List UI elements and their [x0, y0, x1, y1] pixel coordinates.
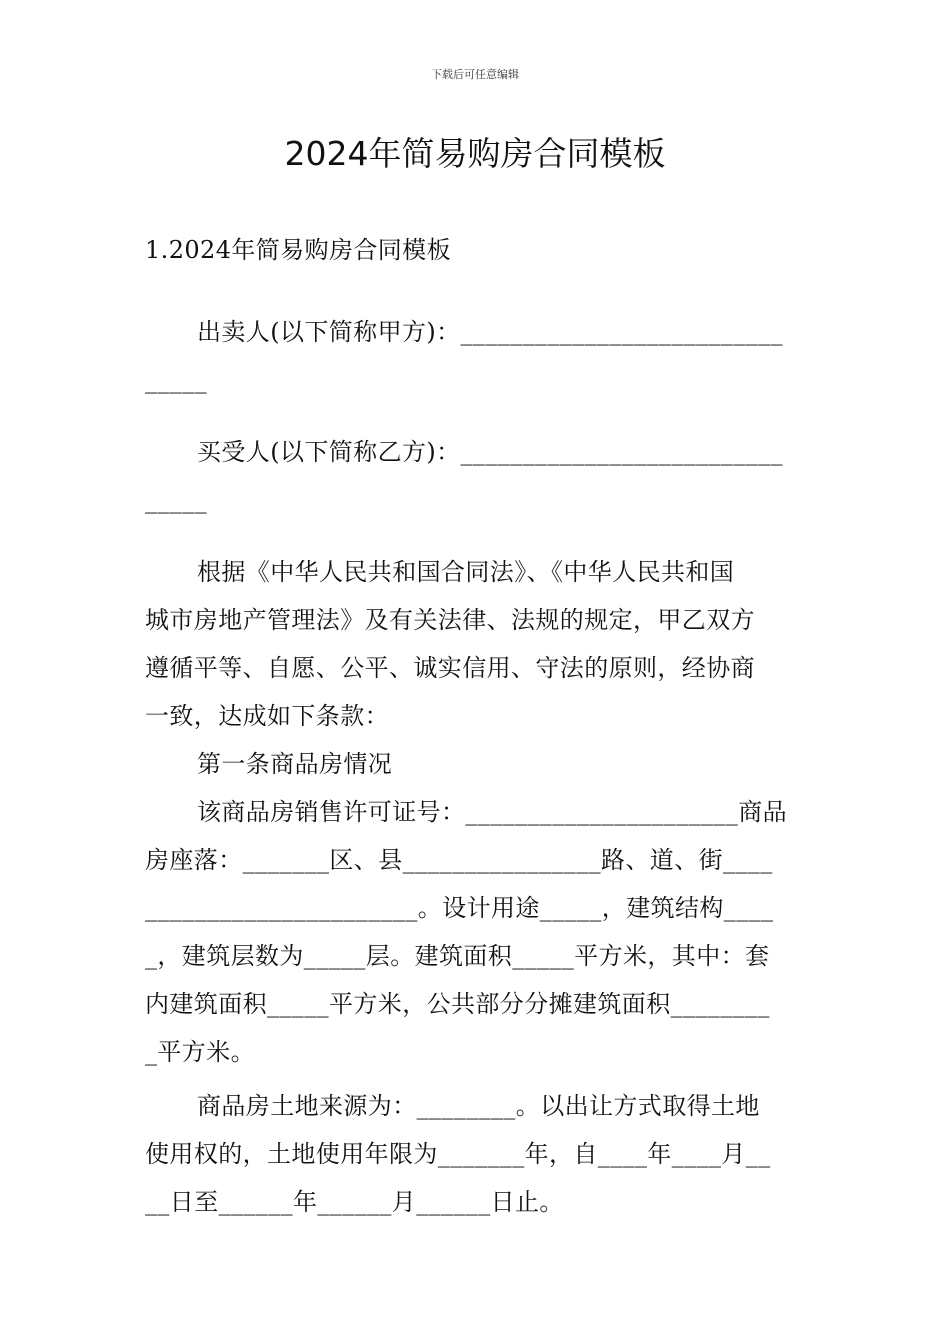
- property-line-2: 房座落：_______区、县________________路、道、街____: [145, 846, 773, 874]
- buyer-field: [145, 428, 807, 524]
- article-1-title: 第一条商品房情况: [197, 750, 393, 778]
- intro-line-1: 根据《中华人民共和国合同法》、《中华人民共和国: [197, 558, 735, 586]
- property-line-4: _，建筑层数为_____层。建筑面积_____平方米，其中：套: [145, 942, 770, 970]
- land-paragraph: [145, 1082, 807, 1226]
- intro-paragraph: [145, 548, 807, 740]
- intro-line-4: 一致，达成如下条款：: [145, 702, 389, 730]
- land-line-2: 使用权的，土地使用年限为_______年，自____年____月__: [145, 1140, 771, 1168]
- article-1-title-block: [145, 740, 807, 788]
- section-heading: 1.2024年简易购房合同模板: [145, 236, 451, 264]
- buyer-line-2: _____: [145, 486, 207, 514]
- page-header-note: 下载后可任意编辑: [431, 68, 519, 81]
- property-line-3: ______________________。设计用途_____，建筑结构____: [145, 894, 774, 922]
- seller-line-1: 出卖人(以下简称甲方)：__________________________: [197, 318, 783, 346]
- document-body: [145, 226, 807, 1226]
- property-line-6: _平方米。: [145, 1038, 255, 1066]
- seller-field: [145, 308, 807, 404]
- intro-line-3: 遵循平等、自愿、公平、诚实信用、守法的原则，经协商: [145, 654, 755, 682]
- land-line-1: 商品房土地来源为：________。以出让方式取得土地: [197, 1092, 760, 1120]
- property-line-1: 该商品房销售许可证号：______________________商品: [197, 798, 787, 826]
- document-title: 2024年简易购房合同模板: [284, 134, 666, 173]
- land-line-3: __日至______年______月______日止。: [145, 1188, 564, 1216]
- property-line-5: 内建筑面积_____平方米，公共部分分摊建筑面积________: [145, 990, 770, 1018]
- buyer-line-1: 买受人(以下简称乙方)：__________________________: [197, 438, 783, 466]
- property-paragraph: [145, 788, 807, 1076]
- intro-line-2: 城市房地产管理法》及有关法律、法规的规定，甲乙双方: [145, 606, 755, 634]
- seller-line-2: _____: [145, 366, 207, 394]
